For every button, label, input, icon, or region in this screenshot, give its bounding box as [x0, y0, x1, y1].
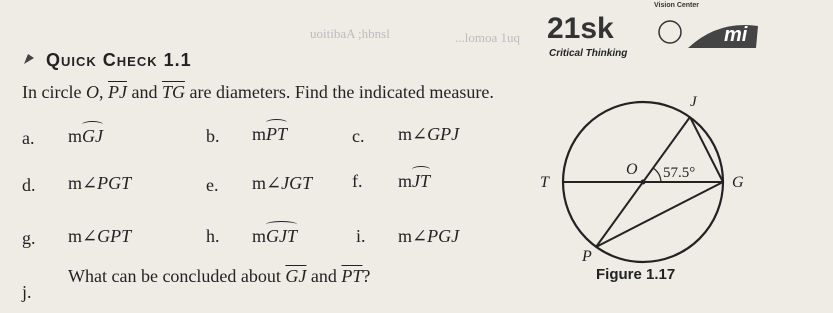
question-c — [398, 124, 459, 145]
question-f-label: f. — [352, 171, 363, 191]
circle-name: O — [85, 82, 99, 102]
question-i — [398, 226, 459, 247]
question-b-label: b. — [206, 126, 220, 146]
vision-center-badge-text: Vision Center — [654, 2, 699, 9]
diameter-pj: $\overline{PJ}$ — [107, 82, 127, 102]
question-f — [398, 171, 430, 192]
question-h — [252, 226, 297, 247]
intro-text — [22, 82, 494, 103]
question-e — [252, 173, 312, 194]
question-j-label: j. — [22, 282, 32, 302]
angle-label: 57.5° — [663, 165, 696, 181]
question-j — [68, 266, 370, 287]
measure-m: m — [252, 226, 267, 246]
point-p-label: P — [582, 248, 592, 265]
question-a-label: a. — [22, 128, 35, 148]
section-marker-icon — [22, 52, 36, 66]
arc-gj: GJ — [82, 126, 104, 146]
question-e-label: e. — [206, 175, 219, 195]
measure-angle: m∠ — [398, 124, 428, 144]
question-c-label: c. — [352, 126, 365, 146]
angle-gpj: GPJ — [427, 124, 460, 144]
section-title: Quick Check 1.1 — [46, 50, 192, 70]
question-g-label: g. — [22, 228, 36, 248]
angle-pgt: PGT — [97, 173, 132, 193]
point-o-label: O — [626, 161, 638, 178]
measure-m: m — [68, 126, 83, 146]
arc-pt: PT — [266, 124, 288, 144]
intro-and: and — [126, 82, 162, 102]
angle-pgj: PGJ — [427, 226, 460, 246]
mi-logo-text: mi — [724, 24, 748, 46]
question-j-text: What can be concluded about — [68, 266, 286, 286]
arc-jt: JT — [412, 171, 431, 191]
point-j-label: J — [690, 94, 697, 110]
intro-prefix: In circle — [22, 82, 86, 102]
segment-gj: $\overline{GJ}$ — [285, 266, 307, 286]
intro-suffix: are diameters. Find the indicated measure. — [184, 82, 494, 102]
figure-caption: Figure 1.17 — [596, 266, 676, 283]
question-i-label: i. — [356, 226, 366, 246]
measure-angle: m∠ — [252, 173, 282, 193]
angle-gpt: GPT — [97, 226, 132, 246]
circle-figure — [520, 86, 760, 266]
measure-m: m — [398, 171, 413, 191]
arc-gjt: GJT — [266, 226, 298, 246]
diameter-tg: $\overline{TG}$ — [161, 82, 185, 102]
angle-arc-mark — [653, 168, 661, 182]
question-a — [68, 126, 103, 147]
point-t-label: T — [540, 174, 549, 191]
measure-angle: m∠ — [398, 226, 428, 246]
question-d-label: d. — [22, 175, 36, 195]
measure-angle: m∠ — [68, 173, 98, 193]
measure-m: m — [252, 124, 267, 144]
segment-pt: $\overline{PT}$ — [341, 266, 363, 286]
question-g — [68, 226, 131, 247]
question-b — [252, 124, 287, 145]
brand-tagline: Critical Thinking — [549, 48, 628, 59]
question-h-label: h. — [206, 226, 220, 246]
bleed-through-text-1: uoitibaA ;hbnsl — [310, 26, 390, 41]
brand-21sk: 21sk — [547, 12, 614, 45]
measure-angle: m∠ — [68, 226, 98, 246]
point-g-label: G — [732, 174, 744, 191]
chord-pg-line — [596, 182, 723, 247]
question-j-and: and — [306, 266, 342, 286]
intro-sep: , — [98, 82, 108, 102]
bleed-through-text-2: ...lomoa 1uq — [455, 30, 520, 45]
angle-jgt: JGT — [281, 173, 313, 193]
question-d — [68, 173, 131, 194]
brand-logo — [547, 12, 614, 46]
question-j-mark: ? — [362, 266, 371, 286]
center-dot — [641, 180, 646, 185]
